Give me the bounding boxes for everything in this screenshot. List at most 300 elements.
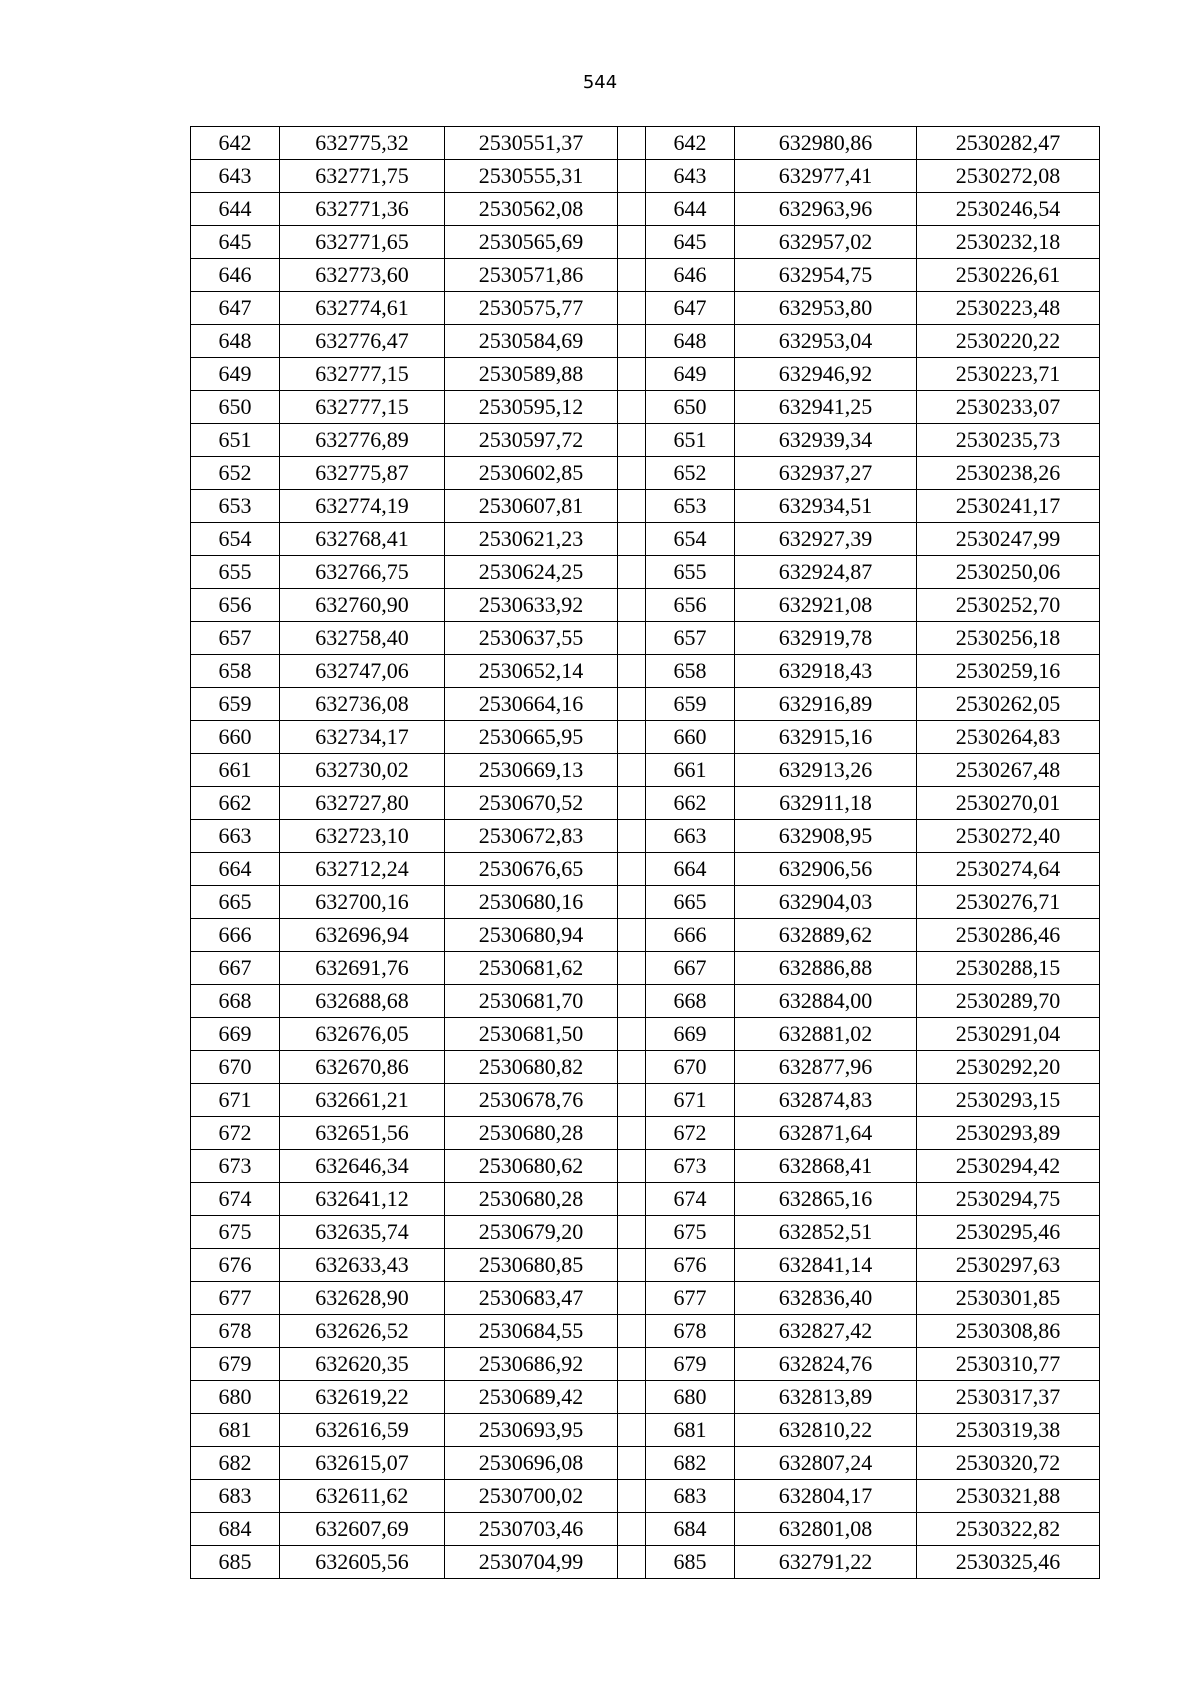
y-coordinate-right: 2530310,77 [917, 1348, 1100, 1381]
point-number-right: 658 [646, 655, 735, 688]
y-coordinate-left: 2530664,16 [445, 688, 618, 721]
point-number-left: 647 [191, 292, 280, 325]
y-coordinate-left: 2530689,42 [445, 1381, 618, 1414]
y-coordinate-right: 2530293,15 [917, 1084, 1100, 1117]
point-number-right: 657 [646, 622, 735, 655]
point-number-right: 661 [646, 754, 735, 787]
table-row [191, 1315, 1100, 1348]
x-coordinate-right: 632804,17 [735, 1480, 917, 1513]
y-coordinate-right: 2530238,26 [917, 457, 1100, 490]
x-coordinate-right: 632852,51 [735, 1216, 917, 1249]
spacer-cell [618, 952, 646, 985]
y-coordinate-left: 2530633,92 [445, 589, 618, 622]
point-number-left: 677 [191, 1282, 280, 1315]
spacer-cell [618, 1447, 646, 1480]
table-row [191, 457, 1100, 490]
spacer-cell [618, 919, 646, 952]
table-row [191, 655, 1100, 688]
spacer-cell [618, 193, 646, 226]
spacer-cell [618, 1513, 646, 1546]
y-coordinate-right: 2530291,04 [917, 1018, 1100, 1051]
spacer-cell [618, 1249, 646, 1282]
y-coordinate-left: 2530680,82 [445, 1051, 618, 1084]
point-number-left: 665 [191, 886, 280, 919]
point-number-left: 648 [191, 325, 280, 358]
spacer-cell [618, 160, 646, 193]
y-coordinate-right: 2530247,99 [917, 523, 1100, 556]
spacer-cell [618, 226, 646, 259]
spacer-cell [618, 1117, 646, 1150]
spacer-cell [618, 1018, 646, 1051]
x-coordinate-left: 632768,41 [280, 523, 445, 556]
x-coordinate-right: 632827,42 [735, 1315, 917, 1348]
point-number-left: 670 [191, 1051, 280, 1084]
x-coordinate-left: 632670,86 [280, 1051, 445, 1084]
x-coordinate-right: 632908,95 [735, 820, 917, 853]
point-number-right: 647 [646, 292, 735, 325]
point-number-right: 680 [646, 1381, 735, 1414]
x-coordinate-left: 632611,62 [280, 1480, 445, 1513]
point-number-right: 676 [646, 1249, 735, 1282]
spacer-cell [618, 457, 646, 490]
spacer-cell [618, 787, 646, 820]
x-coordinate-left: 632775,87 [280, 457, 445, 490]
spacer-cell [618, 424, 646, 457]
y-coordinate-right: 2530267,48 [917, 754, 1100, 787]
spacer-cell [618, 688, 646, 721]
table-row [191, 787, 1100, 820]
point-number-left: 646 [191, 259, 280, 292]
y-coordinate-left: 2530565,69 [445, 226, 618, 259]
y-coordinate-left: 2530703,46 [445, 1513, 618, 1546]
y-coordinate-left: 2530672,83 [445, 820, 618, 853]
x-coordinate-right: 632977,41 [735, 160, 917, 193]
point-number-left: 652 [191, 457, 280, 490]
x-coordinate-left: 632747,06 [280, 655, 445, 688]
table-row [191, 556, 1100, 589]
x-coordinate-right: 632791,22 [735, 1546, 917, 1579]
point-number-right: 651 [646, 424, 735, 457]
point-number-right: 646 [646, 259, 735, 292]
table-row [191, 1051, 1100, 1084]
point-number-left: 666 [191, 919, 280, 952]
y-coordinate-right: 2530322,82 [917, 1513, 1100, 1546]
y-coordinate-left: 2530681,62 [445, 952, 618, 985]
x-coordinate-right: 632836,40 [735, 1282, 917, 1315]
spacer-cell [618, 325, 646, 358]
x-coordinate-left: 632730,02 [280, 754, 445, 787]
y-coordinate-right: 2530297,63 [917, 1249, 1100, 1282]
table-row [191, 1447, 1100, 1480]
table-row [191, 1348, 1100, 1381]
point-number-right: 681 [646, 1414, 735, 1447]
y-coordinate-right: 2530223,71 [917, 358, 1100, 391]
y-coordinate-right: 2530274,64 [917, 853, 1100, 886]
point-number-left: 642 [191, 127, 280, 160]
table-row [191, 1546, 1100, 1579]
spacer-cell [618, 1381, 646, 1414]
point-number-left: 663 [191, 820, 280, 853]
x-coordinate-right: 632953,80 [735, 292, 917, 325]
x-coordinate-left: 632688,68 [280, 985, 445, 1018]
point-number-left: 651 [191, 424, 280, 457]
x-coordinate-left: 632626,52 [280, 1315, 445, 1348]
x-coordinate-left: 632734,17 [280, 721, 445, 754]
point-number-left: 656 [191, 589, 280, 622]
x-coordinate-right: 632881,02 [735, 1018, 917, 1051]
y-coordinate-left: 2530681,50 [445, 1018, 618, 1051]
y-coordinate-right: 2530325,46 [917, 1546, 1100, 1579]
point-number-right: 669 [646, 1018, 735, 1051]
table-row [191, 259, 1100, 292]
x-coordinate-left: 632727,80 [280, 787, 445, 820]
point-number-left: 671 [191, 1084, 280, 1117]
x-coordinate-right: 632824,76 [735, 1348, 917, 1381]
point-number-right: 670 [646, 1051, 735, 1084]
point-number-right: 653 [646, 490, 735, 523]
x-coordinate-right: 632924,87 [735, 556, 917, 589]
y-coordinate-right: 2530282,47 [917, 127, 1100, 160]
x-coordinate-left: 632641,12 [280, 1183, 445, 1216]
x-coordinate-right: 632886,88 [735, 952, 917, 985]
point-number-left: 673 [191, 1150, 280, 1183]
x-coordinate-right: 632810,22 [735, 1414, 917, 1447]
spacer-cell [618, 391, 646, 424]
y-coordinate-left: 2530595,12 [445, 391, 618, 424]
y-coordinate-left: 2530597,72 [445, 424, 618, 457]
point-number-left: 682 [191, 1447, 280, 1480]
table-row [191, 1084, 1100, 1117]
x-coordinate-right: 632906,56 [735, 853, 917, 886]
y-coordinate-right: 2530292,20 [917, 1051, 1100, 1084]
y-coordinate-right: 2530294,42 [917, 1150, 1100, 1183]
point-number-left: 645 [191, 226, 280, 259]
point-number-left: 659 [191, 688, 280, 721]
table-row [191, 1183, 1100, 1216]
spacer-cell [618, 1348, 646, 1381]
coordinates-table [190, 126, 1100, 1579]
point-number-right: 679 [646, 1348, 735, 1381]
spacer-cell [618, 1216, 646, 1249]
x-coordinate-left: 632771,36 [280, 193, 445, 226]
point-number-left: 672 [191, 1117, 280, 1150]
y-coordinate-right: 2530259,16 [917, 655, 1100, 688]
table-row [191, 1249, 1100, 1282]
spacer-cell [618, 721, 646, 754]
y-coordinate-right: 2530233,07 [917, 391, 1100, 424]
x-coordinate-right: 632957,02 [735, 226, 917, 259]
y-coordinate-right: 2530288,15 [917, 952, 1100, 985]
y-coordinate-right: 2530270,01 [917, 787, 1100, 820]
spacer-cell [618, 1051, 646, 1084]
y-coordinate-right: 2530317,37 [917, 1381, 1100, 1414]
table-row [191, 622, 1100, 655]
point-number-left: 678 [191, 1315, 280, 1348]
point-number-right: 683 [646, 1480, 735, 1513]
point-number-right: 643 [646, 160, 735, 193]
table-row [191, 985, 1100, 1018]
y-coordinate-right: 2530286,46 [917, 919, 1100, 952]
y-coordinate-right: 2530301,85 [917, 1282, 1100, 1315]
y-coordinate-right: 2530264,83 [917, 721, 1100, 754]
spacer-cell [618, 655, 646, 688]
table-row [191, 1381, 1100, 1414]
page-number: 544 [582, 72, 618, 93]
x-coordinate-right: 632807,24 [735, 1447, 917, 1480]
table-row [191, 853, 1100, 886]
point-number-right: 674 [646, 1183, 735, 1216]
point-number-left: 675 [191, 1216, 280, 1249]
y-coordinate-right: 2530272,08 [917, 160, 1100, 193]
point-number-right: 663 [646, 820, 735, 853]
x-coordinate-left: 632723,10 [280, 820, 445, 853]
x-coordinate-right: 632911,18 [735, 787, 917, 820]
point-number-left: 674 [191, 1183, 280, 1216]
x-coordinate-right: 632889,62 [735, 919, 917, 952]
x-coordinate-left: 632774,19 [280, 490, 445, 523]
x-coordinate-left: 632773,60 [280, 259, 445, 292]
y-coordinate-right: 2530276,71 [917, 886, 1100, 919]
x-coordinate-left: 632777,15 [280, 391, 445, 424]
spacer-cell [618, 523, 646, 556]
spacer-cell [618, 853, 646, 886]
y-coordinate-left: 2530621,23 [445, 523, 618, 556]
y-coordinate-left: 2530680,28 [445, 1183, 618, 1216]
table-row [191, 1282, 1100, 1315]
x-coordinate-left: 632620,35 [280, 1348, 445, 1381]
x-coordinate-right: 632916,89 [735, 688, 917, 721]
y-coordinate-left: 2530571,86 [445, 259, 618, 292]
x-coordinate-left: 632646,34 [280, 1150, 445, 1183]
x-coordinate-right: 632868,41 [735, 1150, 917, 1183]
table-row [191, 1018, 1100, 1051]
y-coordinate-left: 2530680,85 [445, 1249, 618, 1282]
table-row [191, 1117, 1100, 1150]
point-number-right: 675 [646, 1216, 735, 1249]
y-coordinate-left: 2530683,47 [445, 1282, 618, 1315]
table-row [191, 820, 1100, 853]
point-number-left: 644 [191, 193, 280, 226]
y-coordinate-right: 2530308,86 [917, 1315, 1100, 1348]
y-coordinate-right: 2530262,05 [917, 688, 1100, 721]
table-row [191, 589, 1100, 622]
table-row [191, 490, 1100, 523]
x-coordinate-left: 632774,61 [280, 292, 445, 325]
table-row [191, 325, 1100, 358]
y-coordinate-right: 2530246,54 [917, 193, 1100, 226]
point-number-right: 662 [646, 787, 735, 820]
table-row [191, 952, 1100, 985]
spacer-cell [618, 622, 646, 655]
y-coordinate-left: 2530680,16 [445, 886, 618, 919]
spacer-cell [618, 1315, 646, 1348]
y-coordinate-right: 2530294,75 [917, 1183, 1100, 1216]
x-coordinate-right: 632801,08 [735, 1513, 917, 1546]
spacer-cell [618, 1480, 646, 1513]
y-coordinate-right: 2530223,48 [917, 292, 1100, 325]
point-number-left: 649 [191, 358, 280, 391]
x-coordinate-left: 632616,59 [280, 1414, 445, 1447]
spacer-cell [618, 127, 646, 160]
spacer-cell [618, 259, 646, 292]
table-row [191, 1216, 1100, 1249]
y-coordinate-left: 2530681,70 [445, 985, 618, 1018]
y-coordinate-left: 2530684,55 [445, 1315, 618, 1348]
y-coordinate-left: 2530670,52 [445, 787, 618, 820]
point-number-left: 683 [191, 1480, 280, 1513]
spacer-cell [618, 1546, 646, 1579]
point-number-right: 656 [646, 589, 735, 622]
spacer-cell [618, 886, 646, 919]
point-number-left: 685 [191, 1546, 280, 1579]
point-number-right: 672 [646, 1117, 735, 1150]
y-coordinate-left: 2530696,08 [445, 1447, 618, 1480]
table-row [191, 391, 1100, 424]
x-coordinate-left: 632771,75 [280, 160, 445, 193]
table-row [191, 193, 1100, 226]
y-coordinate-left: 2530678,76 [445, 1084, 618, 1117]
y-coordinate-left: 2530680,94 [445, 919, 618, 952]
y-coordinate-right: 2530321,88 [917, 1480, 1100, 1513]
point-number-left: 664 [191, 853, 280, 886]
x-coordinate-left: 632615,07 [280, 1447, 445, 1480]
table-row [191, 1480, 1100, 1513]
x-coordinate-left: 632758,40 [280, 622, 445, 655]
y-coordinate-left: 2530680,28 [445, 1117, 618, 1150]
table-row [191, 358, 1100, 391]
y-coordinate-right: 2530293,89 [917, 1117, 1100, 1150]
x-coordinate-left: 632712,24 [280, 853, 445, 886]
x-coordinate-left: 632736,08 [280, 688, 445, 721]
point-number-left: 681 [191, 1414, 280, 1447]
point-number-right: 666 [646, 919, 735, 952]
point-number-right: 667 [646, 952, 735, 985]
y-coordinate-left: 2530637,55 [445, 622, 618, 655]
table-row [191, 1150, 1100, 1183]
point-number-left: 657 [191, 622, 280, 655]
y-coordinate-left: 2530602,85 [445, 457, 618, 490]
x-coordinate-left: 632676,05 [280, 1018, 445, 1051]
point-number-right: 649 [646, 358, 735, 391]
spacer-cell [618, 1150, 646, 1183]
x-coordinate-right: 632871,64 [735, 1117, 917, 1150]
y-coordinate-left: 2530551,37 [445, 127, 618, 160]
y-coordinate-left: 2530676,65 [445, 853, 618, 886]
y-coordinate-right: 2530220,22 [917, 325, 1100, 358]
spacer-cell [618, 985, 646, 1018]
y-coordinate-right: 2530235,73 [917, 424, 1100, 457]
x-coordinate-right: 632980,86 [735, 127, 917, 160]
x-coordinate-left: 632700,16 [280, 886, 445, 919]
x-coordinate-right: 632919,78 [735, 622, 917, 655]
x-coordinate-left: 632628,90 [280, 1282, 445, 1315]
x-coordinate-right: 632939,34 [735, 424, 917, 457]
point-number-right: 654 [646, 523, 735, 556]
y-coordinate-right: 2530232,18 [917, 226, 1100, 259]
point-number-left: 667 [191, 952, 280, 985]
x-coordinate-right: 632941,25 [735, 391, 917, 424]
y-coordinate-left: 2530669,13 [445, 754, 618, 787]
y-coordinate-left: 2530704,99 [445, 1546, 618, 1579]
coordinates-table-body [191, 127, 1100, 1579]
table-row [191, 292, 1100, 325]
point-number-right: 655 [646, 556, 735, 589]
point-number-right: 648 [646, 325, 735, 358]
x-coordinate-right: 632913,26 [735, 754, 917, 787]
point-number-left: 654 [191, 523, 280, 556]
point-number-right: 668 [646, 985, 735, 1018]
spacer-cell [618, 1084, 646, 1117]
point-number-left: 643 [191, 160, 280, 193]
point-number-right: 685 [646, 1546, 735, 1579]
y-coordinate-right: 2530289,70 [917, 985, 1100, 1018]
x-coordinate-right: 632877,96 [735, 1051, 917, 1084]
x-coordinate-left: 632696,94 [280, 919, 445, 952]
point-number-left: 662 [191, 787, 280, 820]
spacer-cell [618, 490, 646, 523]
y-coordinate-right: 2530320,72 [917, 1447, 1100, 1480]
y-coordinate-left: 2530686,92 [445, 1348, 618, 1381]
spacer-cell [618, 820, 646, 853]
point-number-right: 678 [646, 1315, 735, 1348]
point-number-right: 642 [646, 127, 735, 160]
y-coordinate-left: 2530555,31 [445, 160, 618, 193]
y-coordinate-right: 2530250,06 [917, 556, 1100, 589]
x-coordinate-right: 632963,96 [735, 193, 917, 226]
point-number-right: 645 [646, 226, 735, 259]
x-coordinate-right: 632813,89 [735, 1381, 917, 1414]
x-coordinate-left: 632605,56 [280, 1546, 445, 1579]
point-number-left: 655 [191, 556, 280, 589]
y-coordinate-right: 2530252,70 [917, 589, 1100, 622]
y-coordinate-left: 2530575,77 [445, 292, 618, 325]
y-coordinate-left: 2530589,88 [445, 358, 618, 391]
point-number-right: 650 [646, 391, 735, 424]
y-coordinate-right: 2530272,40 [917, 820, 1100, 853]
x-coordinate-left: 632619,22 [280, 1381, 445, 1414]
y-coordinate-left: 2530693,95 [445, 1414, 618, 1447]
point-number-left: 653 [191, 490, 280, 523]
point-number-right: 671 [646, 1084, 735, 1117]
y-coordinate-right: 2530256,18 [917, 622, 1100, 655]
x-coordinate-left: 632661,21 [280, 1084, 445, 1117]
table-row [191, 160, 1100, 193]
spacer-cell [618, 754, 646, 787]
y-coordinate-right: 2530319,38 [917, 1414, 1100, 1447]
point-number-left: 680 [191, 1381, 280, 1414]
x-coordinate-right: 632904,03 [735, 886, 917, 919]
spacer-cell [618, 1414, 646, 1447]
point-number-left: 668 [191, 985, 280, 1018]
table-row [191, 919, 1100, 952]
x-coordinate-left: 632633,43 [280, 1249, 445, 1282]
point-number-left: 661 [191, 754, 280, 787]
x-coordinate-right: 632874,83 [735, 1084, 917, 1117]
x-coordinate-left: 632766,75 [280, 556, 445, 589]
point-number-left: 660 [191, 721, 280, 754]
x-coordinate-left: 632651,56 [280, 1117, 445, 1150]
y-coordinate-left: 2530680,62 [445, 1150, 618, 1183]
table-row [191, 127, 1100, 160]
spacer-cell [618, 1282, 646, 1315]
x-coordinate-left: 632776,47 [280, 325, 445, 358]
y-coordinate-left: 2530607,81 [445, 490, 618, 523]
y-coordinate-right: 2530241,17 [917, 490, 1100, 523]
table-row [191, 523, 1100, 556]
point-number-right: 644 [646, 193, 735, 226]
x-coordinate-right: 632937,27 [735, 457, 917, 490]
x-coordinate-left: 632775,32 [280, 127, 445, 160]
